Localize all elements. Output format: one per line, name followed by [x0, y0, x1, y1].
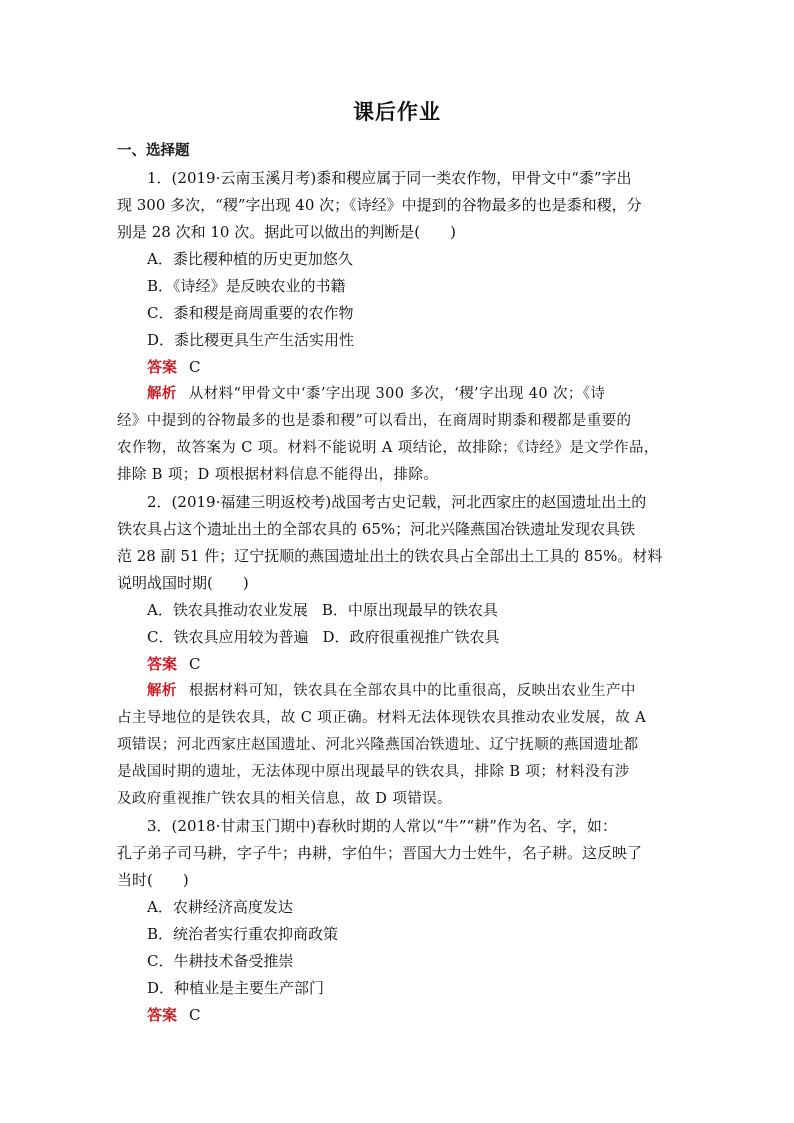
answer-label: 答案 — [147, 655, 178, 673]
answer-value: C — [189, 1006, 201, 1024]
question-text-line: 范 28 副 51 件；辽宁抚顺的燕国遗址出土的铁农具占全部出土工具的 85%。材料 — [117, 547, 663, 565]
option-a: A．黍比稷种植的历史更加悠久 — [147, 250, 353, 268]
analysis-text: 从材料“甲骨文中‘黍’字出现 300 多次，‘稷’字出现 40 次；《诗 — [188, 386, 606, 402]
option-d: D．黍比稷更具生产生活实用性 — [147, 331, 355, 349]
question-3 — [117, 813, 677, 1029]
analysis-label: 解析 — [147, 683, 177, 699]
analysis-label: 解析 — [147, 386, 177, 402]
question-text-line: 现 300 多次，“稷”字出现 40 次；《诗经》中提到的谷物最多的也是黍和稷，分 — [117, 196, 642, 214]
analysis-text-line: 排除 B 项；D 项根据材料信息不能得出，排除。 — [117, 467, 439, 483]
analysis-text-line: 项错误；河北西家庄赵国遗址、河北兴隆燕国冶铁遗址、辽宁抚顺的燕国遗址都 — [117, 737, 639, 753]
analysis-line — [117, 381, 677, 408]
question-text-line: 当时( ) — [117, 871, 189, 889]
analysis-text-line: 及政府重视推广铁农具的相关信息，故 D 项错误。 — [117, 791, 452, 807]
option-b: B．《诗经》是反映农业的书籍 — [147, 277, 346, 295]
answer-line — [117, 651, 677, 678]
answer-value: C — [189, 655, 201, 673]
analysis-text: 根据材料可知，铁农具在全部农具中的比重很高，反映出农业生产中 — [188, 683, 636, 699]
question-text-line: 3．(2018·甘肃玉门期中)春秋时期的人常以“牛”“耕”作为名、字，如： — [147, 817, 617, 835]
question-text-line: 孔子弟子司马耕，字子牛；冉耕，字伯牛；晋国大力士姓牛，名子耕。这反映了 — [117, 844, 643, 862]
analysis-text-line: 经》中提到的谷物最多的也是黍和稷”可以看出，在商周时期黍和稷都是重要的 — [117, 413, 632, 429]
worksheet-page — [117, 96, 677, 1029]
option-b: B．中原出现最早的铁农具 — [321, 601, 498, 619]
question-2 — [117, 489, 677, 813]
question-text-line: 2．(2019·福建三明返校考)战国考古史记载，河北西家庄的赵国遗址出土的 — [147, 493, 647, 511]
answer-label: 答案 — [147, 1006, 178, 1024]
answer-line — [117, 354, 677, 381]
question-text-line: 说明战国时期( ) — [117, 574, 249, 592]
analysis-text-line: 占主导地位的是铁农具，故 C 项正确。材料无法体现铁农具推动农业发展，故 A — [117, 710, 647, 726]
option-d: D．政府很重视推广铁农具 — [322, 628, 500, 646]
option-c: C．铁农具应用较为普遍 — [147, 628, 309, 646]
answer-label: 答案 — [147, 358, 178, 376]
answer-value: C — [189, 358, 201, 376]
options-row — [117, 597, 677, 624]
section-heading: 一、选择题 — [117, 143, 190, 159]
option-c: C．牛耕技术备受推崇 — [147, 952, 294, 970]
analysis-text-line: 农作物，故答案为 C 项。材料不能说明 A 项结论，故排除；《诗经》是文学作品， — [117, 440, 659, 456]
question-text-line: 铁农具占这个遗址出土的全部农具的 65%；河北兴隆燕国冶铁遗址发现农具铁 — [117, 520, 636, 538]
analysis-text-line: 是战国时期的遗址，无法体现中原出现最早的铁农具，排除 B 项；材料没有涉 — [117, 764, 630, 780]
page-title: 课后作业 — [353, 100, 441, 124]
answer-line — [117, 1002, 677, 1029]
question-1 — [117, 165, 677, 489]
options-row — [117, 624, 677, 651]
question-text-line: 1．(2019·云南玉溪月考)黍和稷应属于同一类农作物，甲骨文中“黍”字出 — [147, 169, 632, 187]
option-a: A．农耕经济高度发达 — [147, 898, 293, 916]
question-text-line: 别是 28 次和 10 次。据此可以做出的判断是( ) — [117, 223, 456, 241]
analysis-line — [117, 678, 677, 705]
option-b: B．统治者实行重农抑商政策 — [147, 925, 339, 943]
option-a: A．铁农具推动农业发展 — [147, 601, 308, 619]
option-d: D．种植业是主要生产部门 — [147, 979, 325, 997]
option-c: C．黍和稷是商周重要的农作物 — [147, 304, 354, 322]
